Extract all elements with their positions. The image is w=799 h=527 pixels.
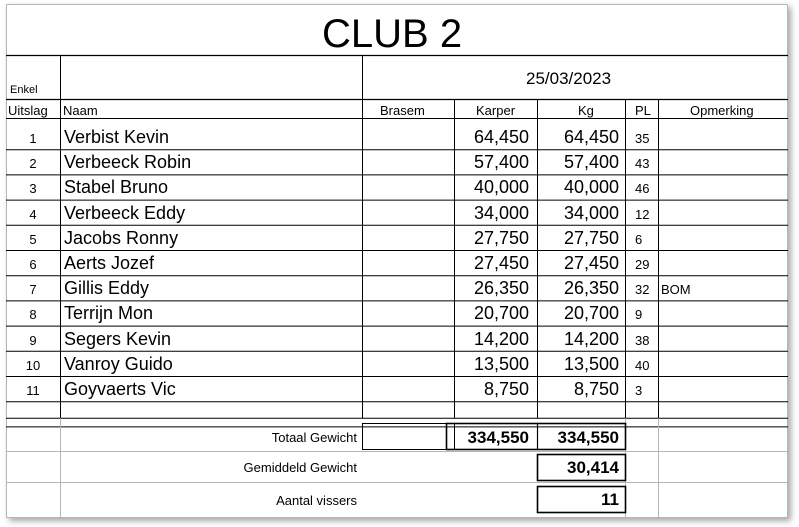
row-pl: 9 <box>635 307 643 323</box>
row-name: Aerts Jozef <box>64 253 155 273</box>
row-rank: 11 <box>26 383 40 398</box>
row-name: Verbeeck Eddy <box>64 202 186 223</box>
row-pl: 43 <box>635 156 650 172</box>
row-rank: 6 <box>29 257 37 272</box>
row-karper: 14,200 <box>473 328 529 349</box>
page-title: CLUB 2 <box>322 12 463 56</box>
row-kg: 64,450 <box>563 127 619 147</box>
competition-date: 25/03/2023 <box>526 69 612 88</box>
row-rank: 1 <box>29 131 37 146</box>
header-karper: Karper <box>476 103 516 118</box>
row-karper: 57,400 <box>473 152 529 173</box>
header-enkel: Enkel <box>10 84 38 96</box>
row-pl: 3 <box>635 383 643 398</box>
row-kg: 20,700 <box>563 303 619 324</box>
row-name: Segers Kevin <box>64 328 172 349</box>
row-pl: 40 <box>635 357 650 373</box>
row-karper: 64,450 <box>473 127 529 147</box>
row-kg: 27,450 <box>563 253 619 273</box>
row-kg: 40,000 <box>563 177 619 198</box>
row-kg: 13,500 <box>563 353 619 374</box>
row-karper: 40,000 <box>473 177 529 198</box>
totaal-karper-value: 334,550 <box>467 428 529 447</box>
row-pl: 38 <box>635 332 650 348</box>
row-pl: 12 <box>635 206 650 222</box>
row-name: Gillis Eddy <box>64 278 150 299</box>
row-rank: 5 <box>29 231 37 247</box>
row-karper: 8,750 <box>483 379 529 399</box>
aantal-vissers-label: Aantal vissers <box>276 493 357 508</box>
row-name: Stabel Bruno <box>64 177 169 198</box>
row-karper: 27,450 <box>473 253 529 273</box>
row-rank: 7 <box>29 282 37 298</box>
gemiddeld-gewicht-label: Gemiddeld Gewicht <box>243 460 357 475</box>
row-karper: 20,700 <box>473 303 529 324</box>
totaal-gewicht-label: Totaal Gewicht <box>271 430 357 445</box>
row-opmerking: BOM <box>661 282 691 298</box>
totaal-kg-value: 334,550 <box>557 428 619 447</box>
row-karper: 26,350 <box>473 278 529 299</box>
row-rank: 9 <box>29 332 37 348</box>
header-opmerking: Opmerking <box>690 103 754 118</box>
results-sheet <box>6 4 788 518</box>
row-name: Terrijn Mon <box>64 303 154 324</box>
row-karper: 13,500 <box>473 353 529 374</box>
row-kg: 26,350 <box>563 278 619 299</box>
row-rank: 4 <box>29 206 37 222</box>
row-kg: 27,750 <box>563 227 619 248</box>
gemiddeld-kg-value: 30,414 <box>567 458 619 477</box>
row-name: Verbeeck Robin <box>64 152 192 173</box>
row-name: Goyvaerts Vic <box>64 379 176 399</box>
header-uitslag: Uitslag <box>8 103 48 118</box>
header-brasem: Brasem <box>380 103 425 118</box>
header-kg: Kg <box>578 103 594 118</box>
header-pl: PL <box>635 103 651 118</box>
row-karper: 27,750 <box>473 227 529 248</box>
row-kg: 57,400 <box>563 152 619 173</box>
row-pl: 32 <box>635 282 650 298</box>
row-pl: 46 <box>635 181 650 197</box>
row-karper: 34,000 <box>473 202 529 223</box>
row-name: Vanroy Guido <box>64 353 173 374</box>
row-kg: 8,750 <box>573 379 619 399</box>
row-name: Verbist Kevin <box>64 127 170 147</box>
row-rank: 2 <box>29 156 37 172</box>
row-rank: 8 <box>29 307 37 323</box>
row-kg: 14,200 <box>563 328 619 349</box>
row-name: Jacobs Ronny <box>64 227 179 248</box>
aantal-vissers-value: 11 <box>601 490 619 509</box>
row-pl: 29 <box>635 257 650 272</box>
header-naam: Naam <box>63 103 98 118</box>
row-rank: 3 <box>29 181 37 197</box>
row-rank: 10 <box>25 357 41 373</box>
row-kg: 34,000 <box>563 202 619 223</box>
row-pl: 35 <box>635 131 650 146</box>
row-pl: 6 <box>635 231 643 247</box>
